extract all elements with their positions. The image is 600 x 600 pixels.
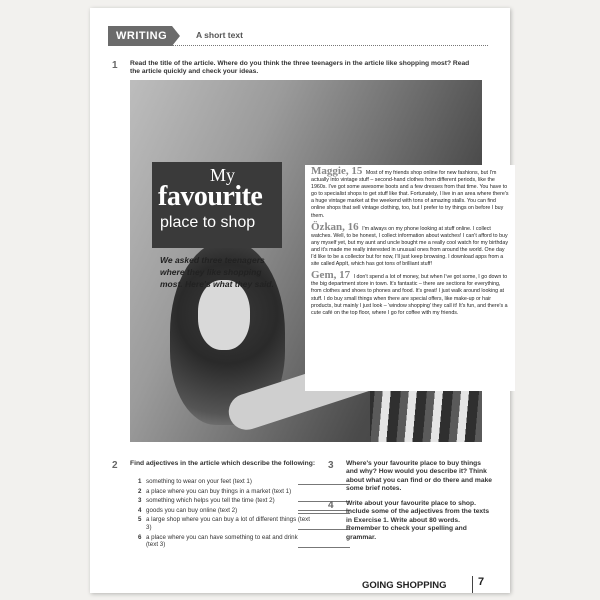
article-title-favourite: favourite [158, 181, 263, 212]
exercise-4-number: 4 [328, 500, 334, 511]
exercise-2-number: 2 [112, 460, 118, 471]
article-entry-text: I don't spend a lot of money, but when I've got some, I go down to the big department store in town. It's fantastic – there are sections for everything, from clothes and shoes to phones and food. It's great! I just walk around looking at stuff. I do buy small things when there are special offers, like make-up or hair products, but mainly I just look – 'window shopping' they call it! It's fun, and there's a cute café on the top floor, where I go for coffee with my friends. [311, 274, 508, 316]
article-entry [311, 165, 509, 220]
article-entry [311, 269, 509, 317]
list-item: 3 something which helps you tell the time (text 2) [138, 497, 310, 505]
article-entry [311, 220, 509, 269]
exercise-1-instruction: Read the title of the article. Where do you think the three teenagers in the article like shopping most? Read the article quickly and check your ideas. [130, 60, 470, 76]
exercise-4-instruction: Write about your favourite place to shop. Include some of the adjectives from the texts in Exercise 1. Write about 80 words. Remember to check your spelling and grammar. [346, 500, 490, 541]
article-entry-name: Gem, 17 [311, 269, 351, 282]
article-tagline: We asked three teenagers where they like shopping most. Here's what they said. [160, 255, 274, 289]
section-subtitle: A short text [196, 30, 243, 40]
article-entry-name: Özkan, 16 [311, 220, 359, 233]
section-tag: WRITING [108, 26, 172, 46]
header-divider [172, 45, 488, 46]
page-number: 7 [472, 576, 488, 593]
article-entry-name: Maggie, 15 [311, 165, 363, 177]
list-item: 2 a place where you can buy things in a market (text 1) [138, 488, 310, 496]
exercise-3-instruction: Where's your favourite place to buy things and why? How would you describe it? Think about what you can find or do there and make some brief notes. [346, 460, 493, 493]
list-item: 4 goods you can buy online (text 2) [138, 507, 310, 515]
list-item: 5 a large shop where you can buy a lot of different things (text 3) [138, 516, 310, 531]
answer-line[interactable] [298, 529, 350, 530]
exercise-3-number: 3 [328, 460, 334, 471]
article-entry-text: Most of my friends shop online for new fashions, but I'm actually into vintage stuff – second-hand clothes from different periods, like the 1960s. I've got some awesome boots and a few dresses from that time. You have to go to specialist shops to get stuff like that. Fortunately, I live in an area where there's a huge vintage market at the weekend with tons of amazing stalls. You can find online shops that sell vintage clothing, too, but I prefer to try things on before I buy them. [311, 170, 509, 219]
article-title-box [152, 162, 282, 248]
exercise-1-number: 1 [112, 60, 118, 71]
article-entry-text: I'm always on my phone looking at stuff online. I collect watches. Well, to be honest, I collect information about watches! I can't afford to buy any myself yet, but my aunt and uncle bought me a really cool watch for my birthday and it's made me really interested in unusual ones from around the world. One day I'd like to be a collector but for now, I'll just keep browsing. I download apps from a site called AppIt, which has got tons of brilliant stuff! [311, 225, 508, 268]
article-title-my: My [210, 165, 236, 185]
footer-unit-title: GOING SHOPPING [362, 580, 447, 591]
photo-girl-face [198, 280, 250, 350]
exercise-2-instruction: Find adjectives in the article which describe the following: [130, 460, 316, 467]
list-item: 6 a place where you can have something to eat and drink (text 3) [138, 534, 310, 549]
exercise-2-list [138, 478, 310, 551]
list-item: 1 something to wear on your feet (text 1) [138, 478, 310, 486]
article-photo [130, 80, 509, 442]
answer-line[interactable] [298, 513, 350, 514]
article-text-box [305, 165, 515, 391]
answer-line[interactable] [298, 547, 350, 548]
article-title-place: place to shop [160, 214, 256, 231]
section-header [108, 26, 488, 48]
answer-line[interactable] [298, 484, 350, 485]
workbook-page [90, 8, 510, 593]
